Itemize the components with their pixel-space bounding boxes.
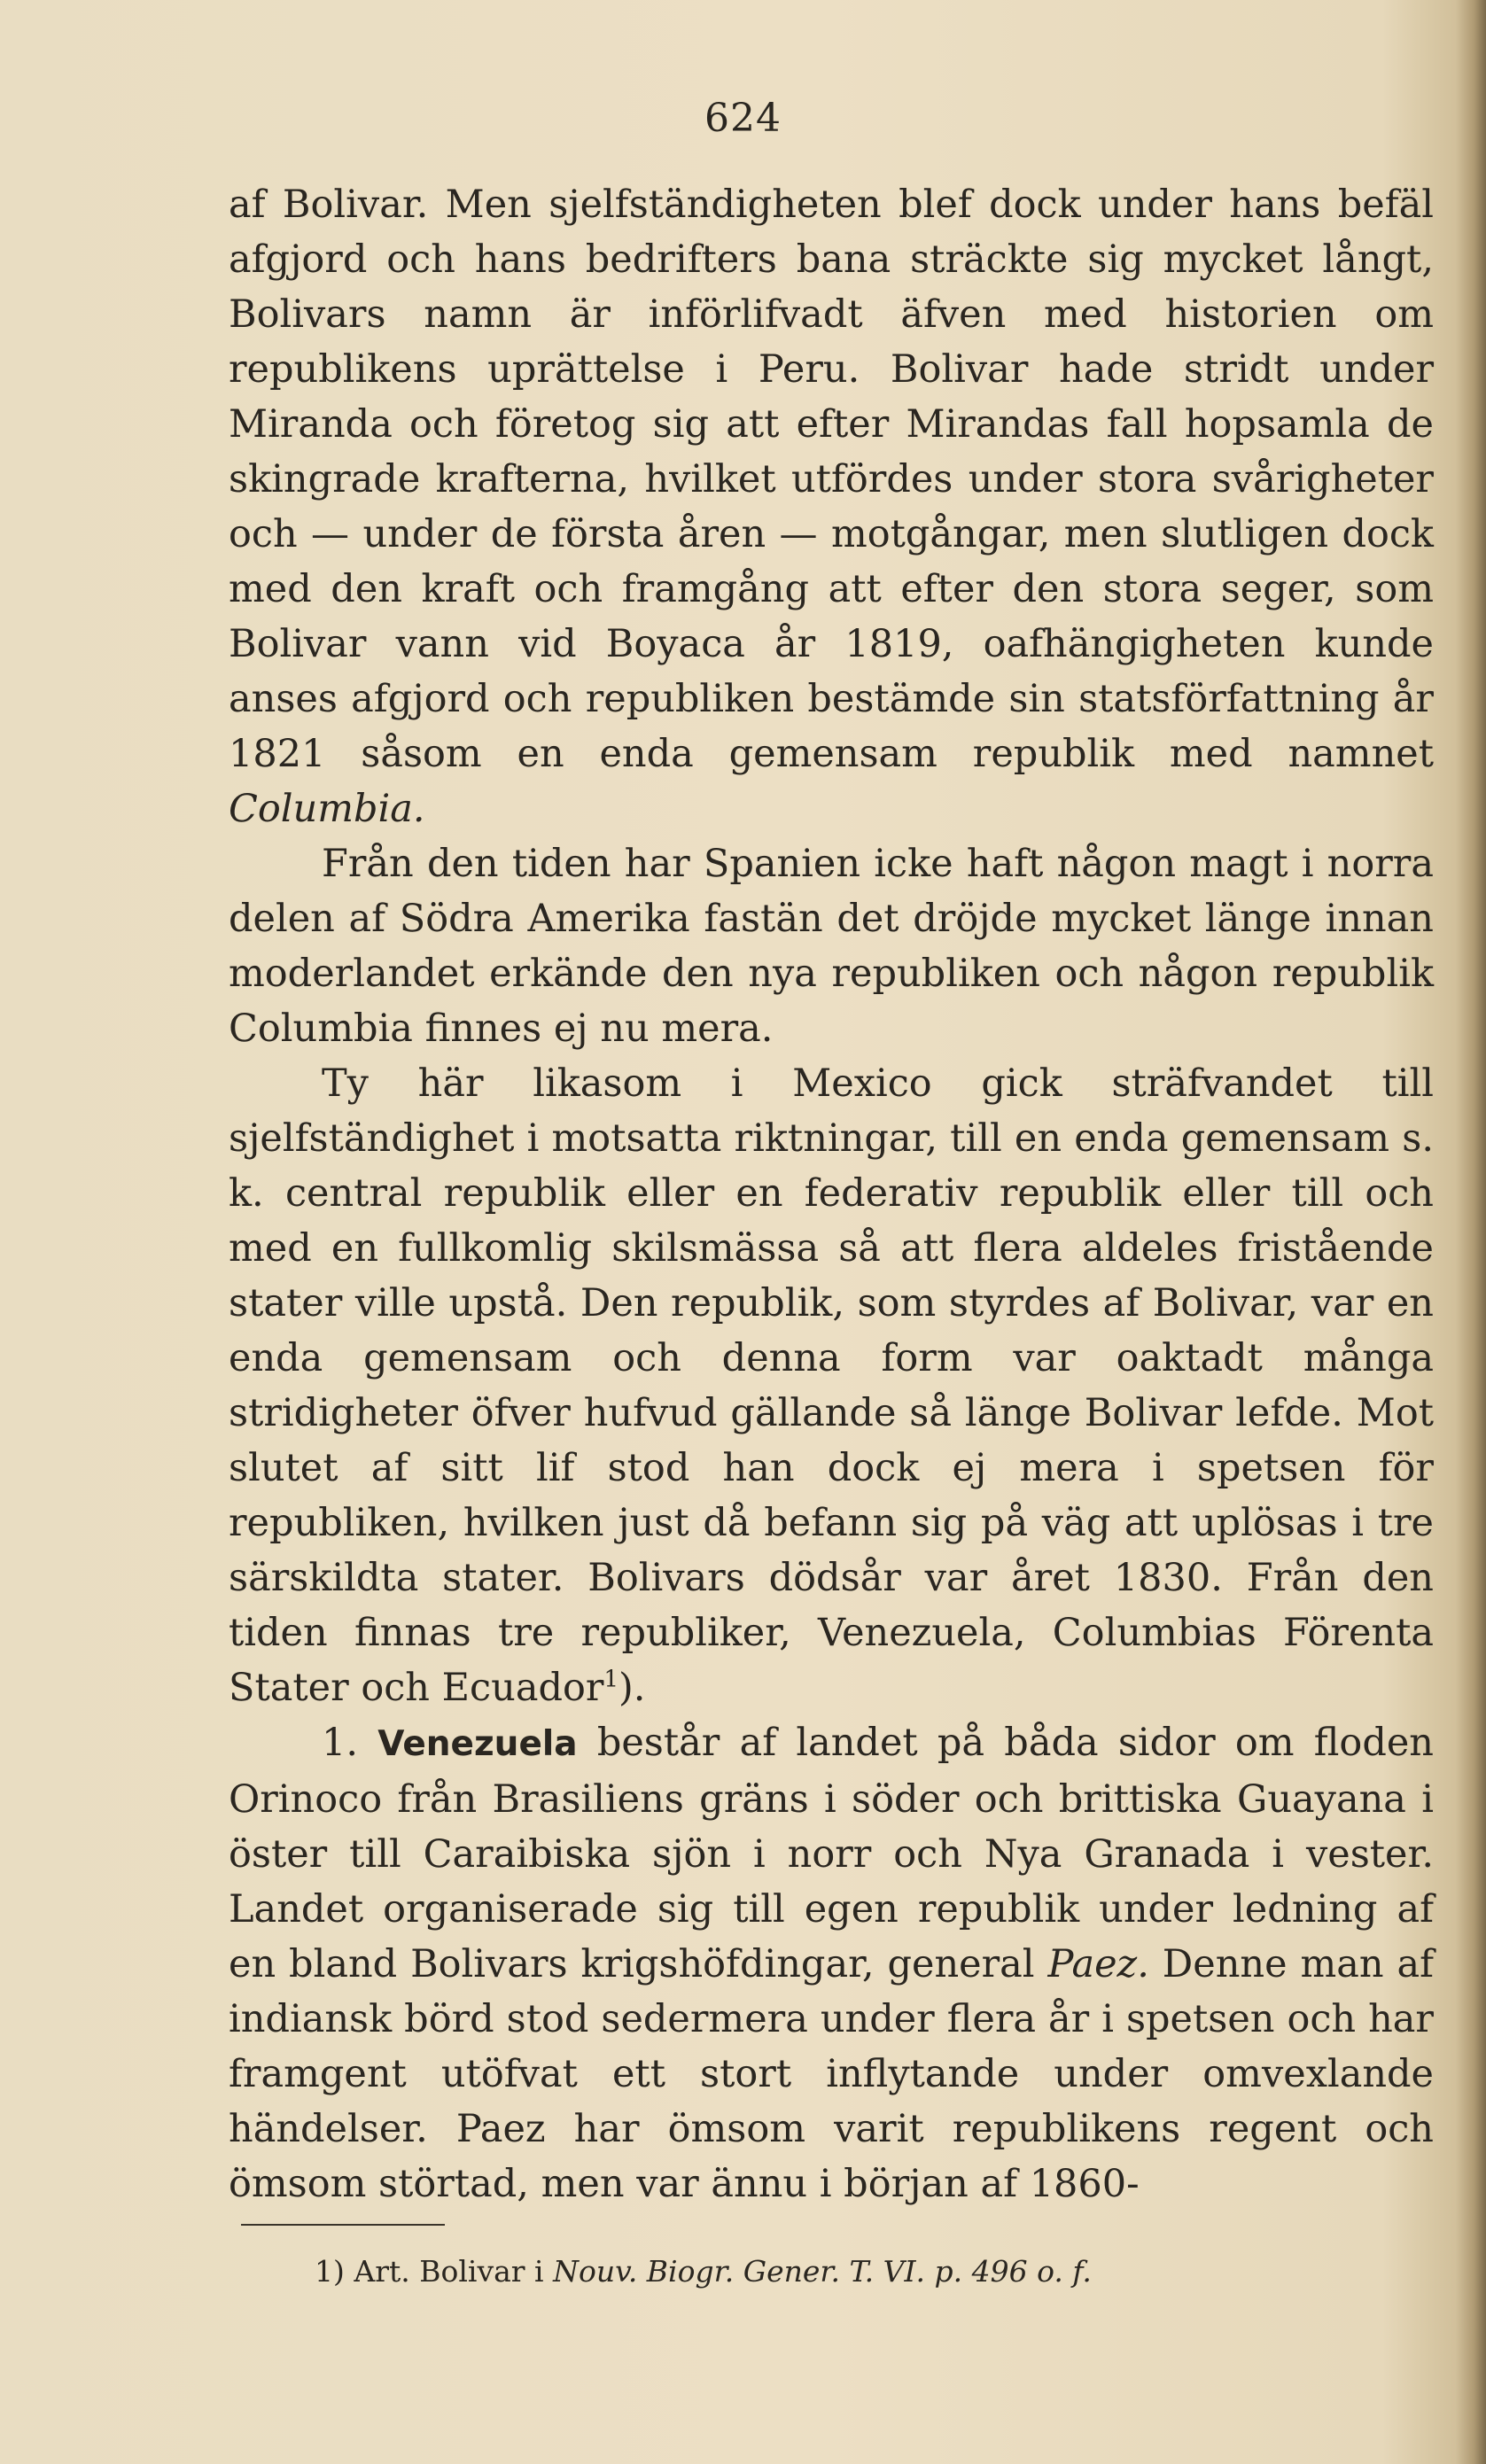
paragraph-text-continued: Denne man af indiansk börd stod sedermera under flera år i spetsen och har framgent utöfvat ett stort inflytande under omvexlande händelser. Paez har ömsom varit republikens regent och ömsom störtad, men var ännu i början af 1860-: [229, 1942, 1435, 2206]
footnote-text: Art. Bolivar i: [354, 2254, 544, 2289]
paragraph-text: Från den tiden har Spanien icke haft någon magt i norra delen af Södra Amerika fastän det dröjde mycket länge innan moderlandet erkände den nya republiken och någon republik Columbia finnes ej nu mera.: [229, 842, 1434, 1051]
footnote-reference: 1: [603, 1666, 619, 1693]
columbia-name: Columbia.: [229, 787, 425, 831]
paragraph-mexico: [229, 1056, 1434, 1715]
paragraph-tail: ).: [618, 1666, 646, 1710]
body-text: [229, 177, 1434, 2211]
footnote-marker: 1): [315, 2254, 345, 2289]
footnote: [315, 2250, 1092, 2293]
paez-name: Paez.: [1047, 1942, 1149, 1986]
paragraph-spanien: [229, 836, 1434, 1056]
footnote-divider: [241, 2224, 445, 2226]
section-number: 1.: [322, 1721, 359, 1765]
page-number: 624: [704, 96, 782, 141]
paragraph-bolivar: [229, 177, 1434, 836]
paragraph-text: af Bolivar. Men sjelfständigheten blef dock under hans befäl afgjord och hans bedrifters bana sträckte sig mycket långt, Bolivars namn är införlifvadt äfven med historien om republikens uprättelse i Peru. Bolivar hade stridt under Miranda och företog sig att efter Mirandas fall hopsamla de skingrade krafterna, hvilket utfördes under stora svårigheter och — under de första åren — motgångar, men slutligen dock med den kraft och framgång att efter den stora seger, som Bolivar vann vid Boyaca år 1819, oafhängigheten kunde anses afgjord och republiken bestämde sin statsförfattning år 1821 såsom en enda gemensam republik med namnet: [229, 183, 1434, 776]
paragraph-venezuela: [229, 1715, 1434, 2211]
section-heading-venezuela: Venezuela: [377, 1724, 578, 1764]
footnote-citation: Nouv. Biogr. Gener. T. VI. p. 496 o. f.: [553, 2254, 1092, 2289]
paragraph-text: Ty här likasom i Mexico gick sträfvandet till sjelfständighet i motsatta riktningar, till en enda gemensam s. k. central republik eller en federativ republik eller till och med en fullkomlig skilsmässa så att flera aldeles fristående stater ville upstå. Den republik, som styrdes af Bolivar, var en enda gemensam och denna form var oaktadt många stridigheter öfver hufvud gällande så länge Bolivar lefde. Mot slutet af sitt lif stod han dock ej mera i spetsen för republiken, hvilken just då befann sig på väg att uplösas i tre särskildta stater. Bolivars dödsår var året 1830. Från den tiden finnas tre republiker, Venezuela, Columbias Förenta Stater och Ecuador: [229, 1061, 1434, 1710]
page-edge-shadow: [1456, 0, 1486, 2464]
paragraph-text: består af landet på båda sidor om floden Orinoco från Brasiliens gräns i söder och brittiska Guayana i öster till Caraibiska sjön i norr och Nya Granada i vester. Landet organiserade sig till egen republik under ledning af en bland Bolivars krigshöfdingar, general: [229, 1721, 1434, 1986]
